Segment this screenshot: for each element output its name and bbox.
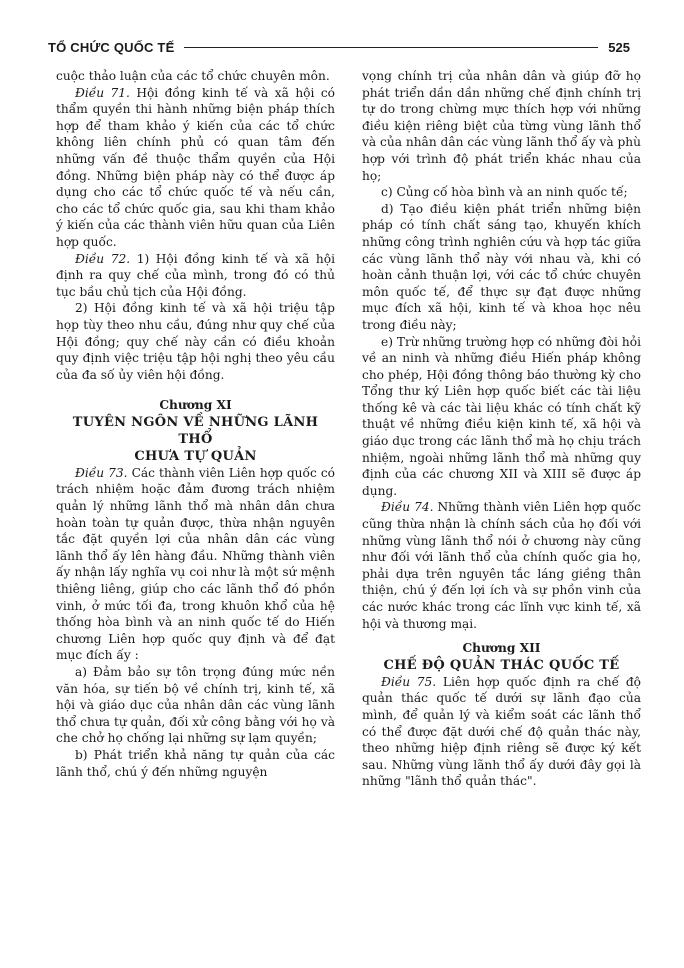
page-number: 525 (608, 39, 630, 55)
article-72 (56, 251, 335, 301)
paragraph: 2) Hội đồng kinh tế và xã hội triệu tập họp tùy theo nhu cầu, đúng như quy chế của Hội đồng; quy chế này cần có điều khoản quy định việc triệu tập hội nghị theo yêu cầu của đa số ủy viên hội đồng. (56, 301, 335, 382)
chapter-label: Chương XI (159, 398, 232, 413)
article-number: Điều 74. (381, 500, 434, 515)
article-text: 1) Hội đồng kinh tế và xã hội định ra quy chế của mình, trong đó có thủ tục bầu chủ tịch của Hội đồng. (56, 251, 335, 299)
article-text: Những thành viên Liên hợp quốc cũng thừa nhận là chính sách của họ đối với những vùng lãnh thổ nói ở chương này cũng như đối với lãnh thổ của chính quốc gia họ, phải dựa trên nguyên tắc láng giềng thân thiện, chú ý đến lợi ích và sự phồn vinh của các nước khác trong các lĩnh vực kinh tế, xã hội và thương mại. (362, 500, 641, 631)
running-header (48, 36, 630, 58)
paragraph: c) Củng cố hòa bình và an ninh quốc tế; (381, 185, 628, 200)
left-column (56, 68, 335, 780)
article-text: Hội đồng kinh tế và xã hội có thẩm quyền thi hành những biện pháp thích hợp để tham khảo ý kiến của các tổ chức không liên chính phủ có quan tâm đến những vấn đề thuộc thẩm quyền của Hội đồng. Những biện pháp này có thể được áp dụng cho các tổ chức quốc tế và nếu cần, cho các tổ chức quốc gia, sau khi tham khảo ý kiến của các thành viên hữu quan của Liên hợp quốc. (56, 85, 335, 249)
paragraph: a) Đảm bảo sự tôn trọng đúng mức nền văn hóa, sự tiến bộ về chính trị, kinh tế, xã hội và giáo dục của nhân dân các vùng lãnh thổ chưa tự quản, đối xử công bằng với họ và che chở họ chống lại những sự lạm quyền; (56, 665, 335, 746)
article-number: Điều 72. (75, 251, 131, 266)
spacer (56, 383, 335, 397)
paragraph: vọng chính trị của nhân dân và giúp đỡ họ phát triển dần dần những chế định chính trị tự do trong chừng mực thích hợp với những điều kiện riêng biệt của từng vùng lãnh thổ và của nhân dân các vùng lãnh thổ ấy và phù hợp với trình độ phát triển khác nhau của họ; (362, 69, 641, 183)
chapter-heading (362, 640, 641, 674)
header-rule (184, 47, 598, 48)
chapter-title: CHẾ ĐỘ QUẢN THÁC QUỐC TẾ (383, 657, 620, 673)
article-text: Liên hợp quốc định ra chế độ quản thác quốc tế dưới sự lãnh đạo của mình, để quản lý và kiểm soát các lãnh thổ có thể được đặt dưới chế độ quản thác này, theo những hiệp định riêng sẽ được ký kết sau. Những vùng lãnh thổ ấy dưới đây gọi là những "lãnh thổ quản thác". (362, 674, 641, 789)
chapter-title: CHƯA TỰ QUẢN (134, 448, 257, 464)
article-number: Điều 73. (75, 465, 128, 480)
chapter-label: Chương XII (462, 641, 541, 656)
article-74 (362, 499, 641, 632)
paragraph: b) Phát triển khả năng tự quản của các lãnh thổ, chú ý đến những nguyện (56, 747, 335, 779)
article-73 (56, 465, 335, 664)
article-text: Các thành viên Liên hợp quốc có trách nhiệm hoặc đảm đương trách nhiệm quản lý những lãnh thổ mà nhân dân chưa hoàn toàn tự quản được, thừa nhận nguyên tắc đặt quyền lợi của nhân dân các vùng lãnh thổ ấy lên hàng đầu. Những thành viên ấy nhận lấy nghĩa vụ coi như là một sứ mệnh thiêng liêng, giúp cho các lãnh thổ đó phồn vinh, ở mức tối đa, trong khuôn khổ của hệ thống hòa bình và an ninh quốc tế do Hiến chương Liên hợp quốc quy định và để đạt mục đích ấy : (56, 465, 336, 663)
article-number: Điều 71. (75, 85, 130, 100)
paragraph: d) Tạo điều kiện phát triển những biện pháp có tính chất sáng tạo, khuyến khích những công trình nghiên cứu và hợp tác giữa các vùng lãnh thổ này với nhau và, khi có hoàn cảnh thuận lợi, với các tổ chức chuyên môn quốc tế, để thực sự đạt được những mục đích xã hội, kinh tế và khoa học nêu trong điều này; (362, 201, 641, 332)
chapter-heading (56, 397, 335, 465)
article-number: Điều 75. (381, 674, 437, 689)
article-71 (56, 85, 335, 251)
right-column (362, 68, 641, 790)
paragraph: cuộc thảo luận của các tổ chức chuyên môn. (56, 69, 330, 83)
header-title: TỔ CHỨC QUỐC TẾ (48, 39, 175, 55)
article-75 (362, 674, 641, 790)
chapter-title: TUYÊN NGÔN VỀ NHỮNG LÃNH THỔ (72, 414, 319, 447)
paragraph: e) Trừ những trường hợp có những đòi hỏi về an ninh và những điều Hiến pháp không cho phép, Hội đồng thông báo thường kỳ cho Tổng thư ký Liên hợp quốc biết các tài liệu thống kê và các tài liệu khác có tính chất kỹ thuật về những điều kiện kinh tế, xã hội và giáo dục trong các lãnh thổ mà họ chịu trách nhiệm, ngoài những lãnh thổ mà những quy định của các chương XII và XIII sẽ được áp dụng. (362, 334, 641, 498)
